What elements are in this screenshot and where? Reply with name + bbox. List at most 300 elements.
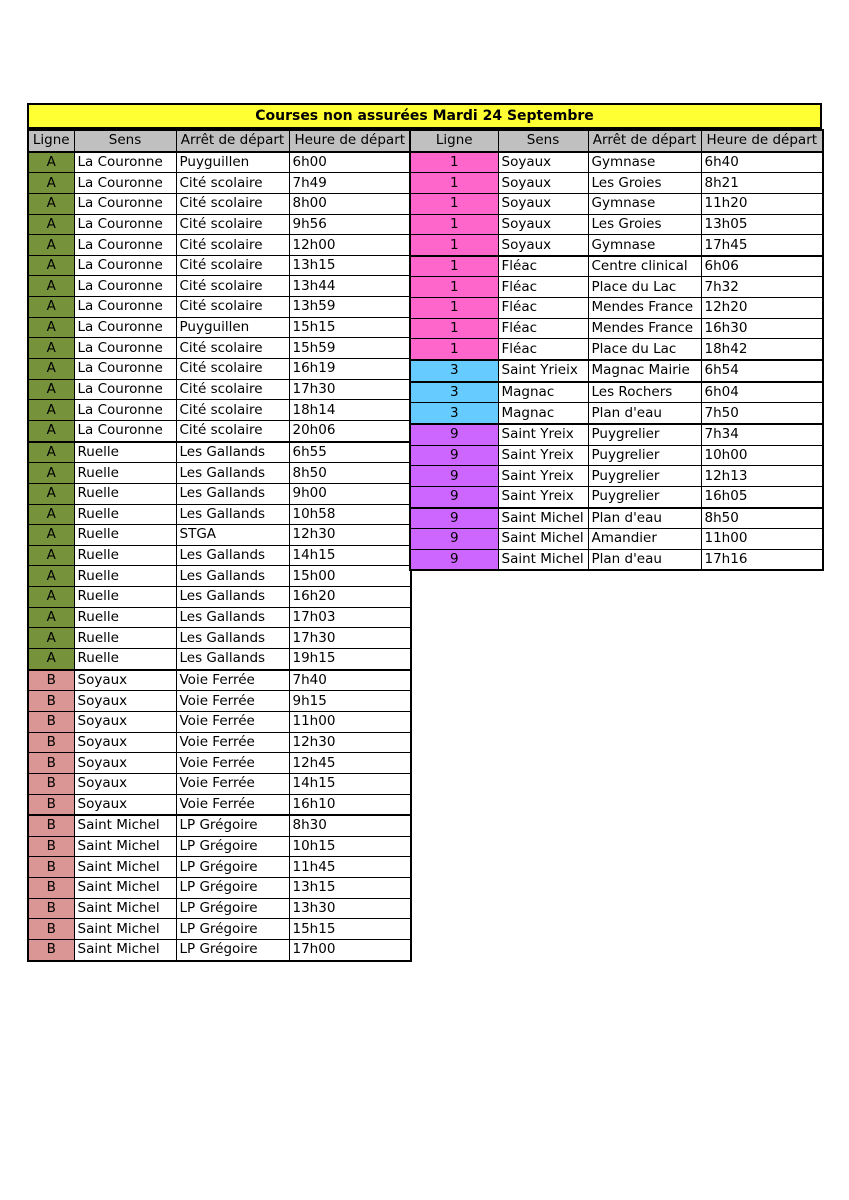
ligne-cell: A <box>28 607 74 628</box>
sens-cell: Fléac <box>498 339 588 360</box>
heure-cell: 12h00 <box>289 235 411 256</box>
table-row <box>28 566 411 587</box>
heure-cell: 16h20 <box>289 587 411 608</box>
table-row <box>28 607 411 628</box>
table-row <box>410 318 823 339</box>
ligne-cell: A <box>28 276 74 297</box>
ligne-cell: 9 <box>410 466 498 487</box>
heure-cell: 10h58 <box>289 504 411 525</box>
arret-cell: Les Rochers <box>588 382 701 403</box>
ligne-cell: 1 <box>410 318 498 339</box>
heure-cell: 13h59 <box>289 297 411 318</box>
sens-cell: Saint Yreix <box>498 486 588 507</box>
table-row <box>28 504 411 525</box>
arret-cell: LP Grégoire <box>176 898 289 919</box>
ligne-cell: 9 <box>410 424 498 445</box>
heure-cell: 9h00 <box>289 483 411 504</box>
heure-cell: 16h19 <box>289 359 411 380</box>
sens-cell: La Couronne <box>74 400 176 421</box>
arret-cell: Les Gallands <box>176 442 289 463</box>
arret-cell: Voie Ferrée <box>176 711 289 732</box>
sens-cell: Saint Michel <box>498 529 588 550</box>
table-row <box>410 486 823 507</box>
heure-cell: 13h05 <box>701 214 823 235</box>
header-heure: Heure de départ <box>701 130 823 152</box>
heure-cell: 17h30 <box>289 379 411 400</box>
ligne-cell: A <box>28 152 74 173</box>
sens-cell: Ruelle <box>74 504 176 525</box>
sens-cell: Fléac <box>498 277 588 298</box>
heure-cell: 15h59 <box>289 338 411 359</box>
sens-cell: Soyaux <box>74 753 176 774</box>
header-row <box>28 130 411 152</box>
table-row <box>28 919 411 940</box>
ligne-cell: A <box>28 379 74 400</box>
heure-cell: 18h14 <box>289 400 411 421</box>
table-row <box>28 525 411 546</box>
heure-cell: 12h45 <box>289 753 411 774</box>
ligne-cell: A <box>28 214 74 235</box>
ligne-cell: B <box>28 815 74 836</box>
header-sens: Sens <box>498 130 588 152</box>
ligne-cell: A <box>28 483 74 504</box>
arret-cell: Les Gallands <box>176 566 289 587</box>
header-heure: Heure de départ <box>289 130 411 152</box>
sens-cell: Ruelle <box>74 587 176 608</box>
table-row <box>28 732 411 753</box>
heure-cell: 17h30 <box>289 628 411 649</box>
table-row <box>28 670 411 691</box>
arret-cell: Cité scolaire <box>176 276 289 297</box>
ligne-cell: 1 <box>410 277 498 298</box>
ligne-cell: 1 <box>410 298 498 319</box>
heure-cell: 7h40 <box>289 670 411 691</box>
sens-cell: Ruelle <box>74 525 176 546</box>
sens-cell: Soyaux <box>498 152 588 173</box>
sens-cell: Saint Michel <box>498 508 588 529</box>
arret-cell: Voie Ferrée <box>176 691 289 712</box>
table-row <box>28 898 411 919</box>
heure-cell: 11h00 <box>701 529 823 550</box>
table-row <box>28 463 411 484</box>
table-row <box>28 857 411 878</box>
page-title: Courses non assurées Mardi 24 Septembre <box>27 103 822 129</box>
ligne-cell: B <box>28 691 74 712</box>
table-row <box>410 424 823 445</box>
sens-cell: Soyaux <box>74 670 176 691</box>
heure-cell: 15h00 <box>289 566 411 587</box>
ligne-cell: A <box>28 587 74 608</box>
arret-cell: Cité scolaire <box>176 235 289 256</box>
heure-cell: 20h06 <box>289 420 411 441</box>
table-row <box>28 276 411 297</box>
arret-cell: LP Grégoire <box>176 919 289 940</box>
sens-cell: Saint Michel <box>74 815 176 836</box>
ligne-cell: A <box>28 525 74 546</box>
sens-cell: Ruelle <box>74 483 176 504</box>
table-row <box>28 815 411 836</box>
ligne-cell: A <box>28 297 74 318</box>
heure-cell: 6h54 <box>701 360 823 382</box>
ligne-cell: 1 <box>410 214 498 235</box>
schedule-table-right <box>409 129 824 571</box>
sens-cell: Soyaux <box>498 173 588 194</box>
ligne-cell: 1 <box>410 339 498 360</box>
ligne-cell: 1 <box>410 235 498 256</box>
sens-cell: Ruelle <box>74 442 176 463</box>
arret-cell: Les Gallands <box>176 607 289 628</box>
table-row <box>28 545 411 566</box>
ligne-cell: A <box>28 649 74 670</box>
ligne-cell: A <box>28 400 74 421</box>
table-row <box>410 173 823 194</box>
sens-cell: Soyaux <box>74 711 176 732</box>
heure-cell: 18h42 <box>701 339 823 360</box>
ligne-cell: 9 <box>410 508 498 529</box>
table-row <box>28 317 411 338</box>
schedule-table-left <box>27 129 412 962</box>
arret-cell: Les Gallands <box>176 545 289 566</box>
arret-cell: Voie Ferrée <box>176 670 289 691</box>
table-row <box>410 277 823 298</box>
table-row <box>28 794 411 815</box>
sens-cell: Saint Yreix <box>498 445 588 466</box>
heure-cell: 13h15 <box>289 878 411 899</box>
table-row <box>28 297 411 318</box>
arret-cell: Puyguillen <box>176 317 289 338</box>
ligne-cell: 9 <box>410 549 498 570</box>
table-row <box>410 529 823 550</box>
arret-cell: Les Gallands <box>176 628 289 649</box>
ligne-cell: B <box>28 898 74 919</box>
heure-cell: 17h16 <box>701 549 823 570</box>
sens-cell: Ruelle <box>74 545 176 566</box>
sens-cell: Saint Michel <box>74 878 176 899</box>
heure-cell: 10h15 <box>289 836 411 857</box>
sens-cell: La Couronne <box>74 379 176 400</box>
ligne-cell: 3 <box>410 360 498 382</box>
arret-cell: Les Gallands <box>176 483 289 504</box>
sens-cell: Saint Michel <box>74 939 176 960</box>
ligne-cell: A <box>28 173 74 194</box>
heure-cell: 16h10 <box>289 794 411 815</box>
arret-cell: Puyguillen <box>176 152 289 173</box>
heure-cell: 14h15 <box>289 545 411 566</box>
arret-cell: Voie Ferrée <box>176 753 289 774</box>
table-row <box>28 773 411 794</box>
heure-cell: 8h21 <box>701 173 823 194</box>
arret-cell: LP Grégoire <box>176 939 289 960</box>
ligne-cell: A <box>28 463 74 484</box>
ligne-cell: A <box>28 235 74 256</box>
sens-cell: Soyaux <box>498 235 588 256</box>
sens-cell: La Couronne <box>74 420 176 441</box>
heure-cell: 7h34 <box>701 424 823 445</box>
heure-cell: 8h50 <box>701 508 823 529</box>
table-row <box>410 466 823 487</box>
sens-cell: Ruelle <box>74 649 176 670</box>
table-row <box>410 508 823 529</box>
sens-cell: La Couronne <box>74 276 176 297</box>
arret-cell: Cité scolaire <box>176 379 289 400</box>
ligne-cell: 9 <box>410 529 498 550</box>
ligne-cell: A <box>28 545 74 566</box>
table-row <box>28 753 411 774</box>
heure-cell: 11h00 <box>289 711 411 732</box>
sens-cell: Ruelle <box>74 566 176 587</box>
heure-cell: 8h50 <box>289 463 411 484</box>
table-row <box>28 836 411 857</box>
arret-cell: Gymnase <box>588 235 701 256</box>
arret-cell: Cité scolaire <box>176 420 289 441</box>
ligne-cell: 1 <box>410 152 498 173</box>
heure-cell: 14h15 <box>289 773 411 794</box>
table-row <box>28 691 411 712</box>
heure-cell: 15h15 <box>289 919 411 940</box>
sens-cell: Soyaux <box>498 214 588 235</box>
arret-cell: Gymnase <box>588 193 701 214</box>
ligne-cell: A <box>28 566 74 587</box>
arret-cell: Les Gallands <box>176 504 289 525</box>
arret-cell: Cité scolaire <box>176 338 289 359</box>
heure-cell: 11h20 <box>701 193 823 214</box>
table-row <box>28 420 411 441</box>
ligne-cell: 9 <box>410 486 498 507</box>
arret-cell: Les Gallands <box>176 649 289 670</box>
table-row <box>28 193 411 214</box>
sens-cell: Fléac <box>498 256 588 277</box>
table-row <box>410 382 823 403</box>
sens-cell: La Couronne <box>74 173 176 194</box>
heure-cell: 17h00 <box>289 939 411 960</box>
heure-cell: 6h04 <box>701 382 823 403</box>
ligne-cell: 3 <box>410 403 498 424</box>
sens-cell: Soyaux <box>74 794 176 815</box>
heure-cell: 6h00 <box>289 152 411 173</box>
sens-cell: Soyaux <box>74 691 176 712</box>
sens-cell: La Couronne <box>74 193 176 214</box>
ligne-cell: B <box>28 836 74 857</box>
table-row <box>410 360 823 382</box>
sens-cell: La Couronne <box>74 338 176 359</box>
ligne-cell: 1 <box>410 256 498 277</box>
heure-cell: 8h30 <box>289 815 411 836</box>
ligne-cell: A <box>28 338 74 359</box>
sens-cell: La Couronne <box>74 359 176 380</box>
table-row <box>28 152 411 173</box>
heure-cell: 6h40 <box>701 152 823 173</box>
sens-cell: Magnac <box>498 382 588 403</box>
heure-cell: 11h45 <box>289 857 411 878</box>
table-row <box>28 379 411 400</box>
sens-cell: Fléac <box>498 318 588 339</box>
sens-cell: Saint Michel <box>74 857 176 878</box>
arret-cell: LP Grégoire <box>176 857 289 878</box>
table-row <box>28 628 411 649</box>
arret-cell: Les Gallands <box>176 463 289 484</box>
arret-cell: Cité scolaire <box>176 173 289 194</box>
arret-cell: Les Groies <box>588 173 701 194</box>
sens-cell: La Couronne <box>74 255 176 276</box>
sens-cell: La Couronne <box>74 235 176 256</box>
table-row <box>410 214 823 235</box>
heure-cell: 10h00 <box>701 445 823 466</box>
table-row <box>410 235 823 256</box>
arret-cell: LP Grégoire <box>176 878 289 899</box>
table-row <box>28 587 411 608</box>
arret-cell: LP Grégoire <box>176 815 289 836</box>
sens-cell: La Couronne <box>74 152 176 173</box>
sens-cell: Soyaux <box>74 773 176 794</box>
header-ligne: Ligne <box>28 130 74 152</box>
sens-cell: Soyaux <box>498 193 588 214</box>
arret-cell: Plan d'eau <box>588 508 701 529</box>
ligne-cell: A <box>28 628 74 649</box>
sens-cell: La Couronne <box>74 214 176 235</box>
heure-cell: 12h30 <box>289 525 411 546</box>
heure-cell: 19h15 <box>289 649 411 670</box>
right-table-body <box>410 152 823 571</box>
header-sens: Sens <box>74 130 176 152</box>
heure-cell: 17h03 <box>289 607 411 628</box>
table-row <box>28 359 411 380</box>
header-arret: Arrêt de départ <box>176 130 289 152</box>
sens-cell: Saint Michel <box>74 898 176 919</box>
table-row <box>410 298 823 319</box>
sens-cell: Fléac <box>498 298 588 319</box>
sens-cell: La Couronne <box>74 317 176 338</box>
heure-cell: 16h30 <box>701 318 823 339</box>
arret-cell: Puygrelier <box>588 486 701 507</box>
table-row <box>28 235 411 256</box>
sens-cell: Soyaux <box>74 732 176 753</box>
arret-cell: Les Groies <box>588 214 701 235</box>
ligne-cell: B <box>28 773 74 794</box>
table-row <box>28 649 411 670</box>
heure-cell: 12h13 <box>701 466 823 487</box>
ligne-cell: 3 <box>410 382 498 403</box>
table-row <box>410 445 823 466</box>
sens-cell: Saint Yreix <box>498 424 588 445</box>
table-row <box>28 214 411 235</box>
table-row <box>28 939 411 960</box>
table-row <box>410 256 823 277</box>
heure-cell: 7h32 <box>701 277 823 298</box>
left-table-body <box>28 152 411 961</box>
table-row <box>410 403 823 424</box>
heure-cell: 16h05 <box>701 486 823 507</box>
header-ligne: Ligne <box>410 130 498 152</box>
ligne-cell: B <box>28 670 74 691</box>
arret-cell: Cité scolaire <box>176 359 289 380</box>
table-row <box>410 152 823 173</box>
arret-cell: Cité scolaire <box>176 400 289 421</box>
arret-cell: Voie Ferrée <box>176 794 289 815</box>
ligne-cell: B <box>28 732 74 753</box>
sens-cell: Ruelle <box>74 607 176 628</box>
ligne-cell: B <box>28 711 74 732</box>
ligne-cell: B <box>28 794 74 815</box>
ligne-cell: A <box>28 317 74 338</box>
arret-cell: Les Gallands <box>176 587 289 608</box>
sens-cell: Saint Michel <box>498 549 588 570</box>
arret-cell: Puygrelier <box>588 445 701 466</box>
heure-cell: 7h50 <box>701 403 823 424</box>
heure-cell: 17h45 <box>701 235 823 256</box>
sens-cell: Saint Michel <box>74 919 176 940</box>
arret-cell: Puygrelier <box>588 424 701 445</box>
ligne-cell: 9 <box>410 445 498 466</box>
arret-cell: Voie Ferrée <box>176 732 289 753</box>
ligne-cell: B <box>28 753 74 774</box>
arret-cell: Amandier <box>588 529 701 550</box>
arret-cell: Cité scolaire <box>176 193 289 214</box>
arret-cell: Voie Ferrée <box>176 773 289 794</box>
table-row <box>28 711 411 732</box>
arret-cell: Puygrelier <box>588 466 701 487</box>
heure-cell: 6h06 <box>701 256 823 277</box>
heure-cell: 13h30 <box>289 898 411 919</box>
heure-cell: 13h15 <box>289 255 411 276</box>
arret-cell: Cité scolaire <box>176 255 289 276</box>
arret-cell: Cité scolaire <box>176 214 289 235</box>
sens-cell: Ruelle <box>74 463 176 484</box>
ligne-cell: B <box>28 919 74 940</box>
arret-cell: LP Grégoire <box>176 836 289 857</box>
arret-cell: Place du Lac <box>588 339 701 360</box>
arret-cell: Plan d'eau <box>588 403 701 424</box>
ligne-cell: 1 <box>410 193 498 214</box>
ligne-cell: A <box>28 504 74 525</box>
ligne-cell: 1 <box>410 173 498 194</box>
arret-cell: Centre clinical <box>588 256 701 277</box>
ligne-cell: B <box>28 857 74 878</box>
table-row <box>28 173 411 194</box>
table-row <box>28 400 411 421</box>
heure-cell: 6h55 <box>289 442 411 463</box>
heure-cell: 12h30 <box>289 732 411 753</box>
ligne-cell: B <box>28 939 74 960</box>
ligne-cell: A <box>28 420 74 441</box>
heure-cell: 12h20 <box>701 298 823 319</box>
table-row <box>28 255 411 276</box>
table-row <box>28 878 411 899</box>
heure-cell: 9h56 <box>289 214 411 235</box>
arret-cell: Place du Lac <box>588 277 701 298</box>
sens-cell: Saint Michel <box>74 836 176 857</box>
heure-cell: 8h00 <box>289 193 411 214</box>
table-row <box>28 442 411 463</box>
arret-cell: Mendes France <box>588 298 701 319</box>
arret-cell: Cité scolaire <box>176 297 289 318</box>
arret-cell: Gymnase <box>588 152 701 173</box>
ligne-cell: A <box>28 359 74 380</box>
heure-cell: 15h15 <box>289 317 411 338</box>
heure-cell: 13h44 <box>289 276 411 297</box>
ligne-cell: A <box>28 193 74 214</box>
table-row <box>410 549 823 570</box>
sens-cell: Ruelle <box>74 628 176 649</box>
sens-cell: Saint Yreix <box>498 466 588 487</box>
table-row <box>28 338 411 359</box>
header-arret: Arrêt de départ <box>588 130 701 152</box>
sens-cell: La Couronne <box>74 297 176 318</box>
sens-cell: Saint Yrieix <box>498 360 588 382</box>
table-row <box>410 193 823 214</box>
heure-cell: 9h15 <box>289 691 411 712</box>
sens-cell: Magnac <box>498 403 588 424</box>
header-row <box>410 130 823 152</box>
